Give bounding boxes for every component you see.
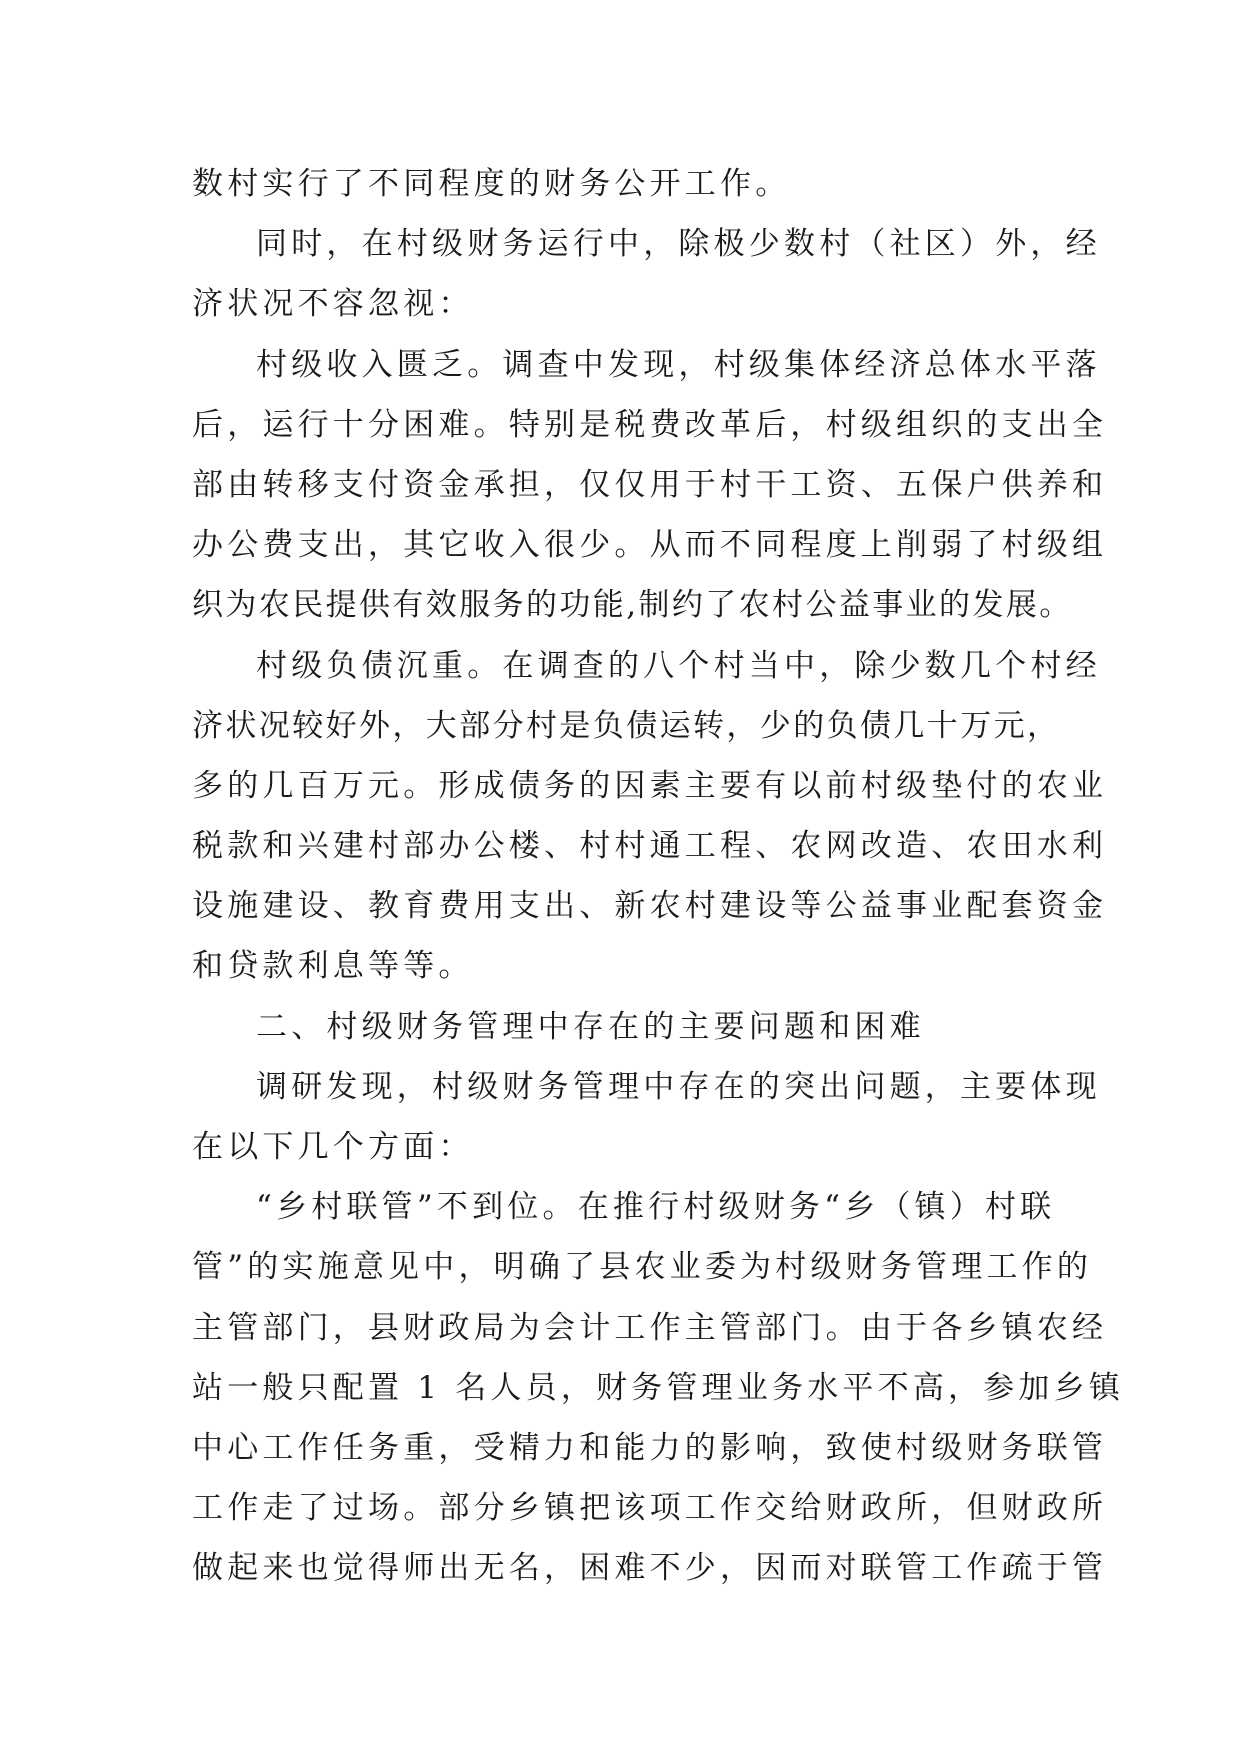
paragraph-line: 在以下几个方面：: [192, 1129, 474, 1165]
paragraph-line: 主管部门，县财政局为会计工作主管部门。由于各乡镇农经: [192, 1309, 1108, 1346]
paragraph-line: 设施建设、教育费用支出、新农村建设等公益事业配套资金: [192, 888, 1108, 925]
paragraph-line: 税款和兴建村部办公楼、村村通工程、农网改造、农田水利: [192, 828, 1108, 865]
paragraph-line: 做起来也觉得师出无名，困难不少，因而对联管工作疏于管: [192, 1550, 1108, 1587]
paragraph-line: 中心工作任务重，受精力和能力的影响，致使村级财务联管: [192, 1429, 1108, 1466]
paragraph-line: 数村实行了不同程度的财务公开工作。: [192, 166, 791, 202]
paragraph-line: 同时，在村级财务运行中，除极少数村（社区）外，经: [256, 226, 1101, 263]
paragraph-line: 村级负债沉重。在调查的八个村当中，除少数几个村经: [256, 647, 1101, 684]
paragraph-line: 济状况较好外，大部分村是负债运转，少的负债几十万元，: [192, 707, 1061, 744]
paragraph-line: 工作走了过场。部分乡镇把该项工作交给财政所，但财政所: [192, 1490, 1108, 1527]
paragraph-line: 站一般只配置 1 名人员，财务管理业务水平不高，参加乡镇: [192, 1369, 1125, 1406]
paragraph-line: 村级收入匮乏。调查中发现，村级集体经济总体水平落: [256, 346, 1101, 383]
paragraph-line: 多的几百万元。形成债务的因素主要有以前村级垫付的农业: [192, 767, 1108, 804]
paragraph-line: 和贷款利息等等。: [192, 948, 474, 985]
paragraph-line: “乡村联管”不到位。在推行村级财务“乡（镇）村联: [256, 1189, 1056, 1226]
section-heading: 二、村级财务管理中存在的主要问题和困难: [256, 1008, 925, 1045]
paragraph-line: 后，运行十分困难。特别是税费改革后，村级组织的支出全: [192, 406, 1108, 443]
paragraph-line: 办公费支出，其它收入很少。从而不同程度上削弱了村级组: [192, 527, 1108, 564]
paragraph-line: 济状况不容忽视：: [192, 286, 474, 323]
paragraph-line: 织为农民提供有效服务的功能,制约了农村公益事业的发展。: [192, 587, 1073, 624]
paragraph-line: 调研发现，村级财务管理中存在的突出问题，主要体现: [256, 1068, 1101, 1105]
paragraph-line: 管”的实施意见中，明确了县农业委为村级财务管理工作的: [192, 1249, 1093, 1286]
body-text: [192, 154, 1125, 1599]
paragraph-line: 部由转移支付资金承担，仅仅用于村干工资、五保户供养和: [192, 466, 1108, 503]
